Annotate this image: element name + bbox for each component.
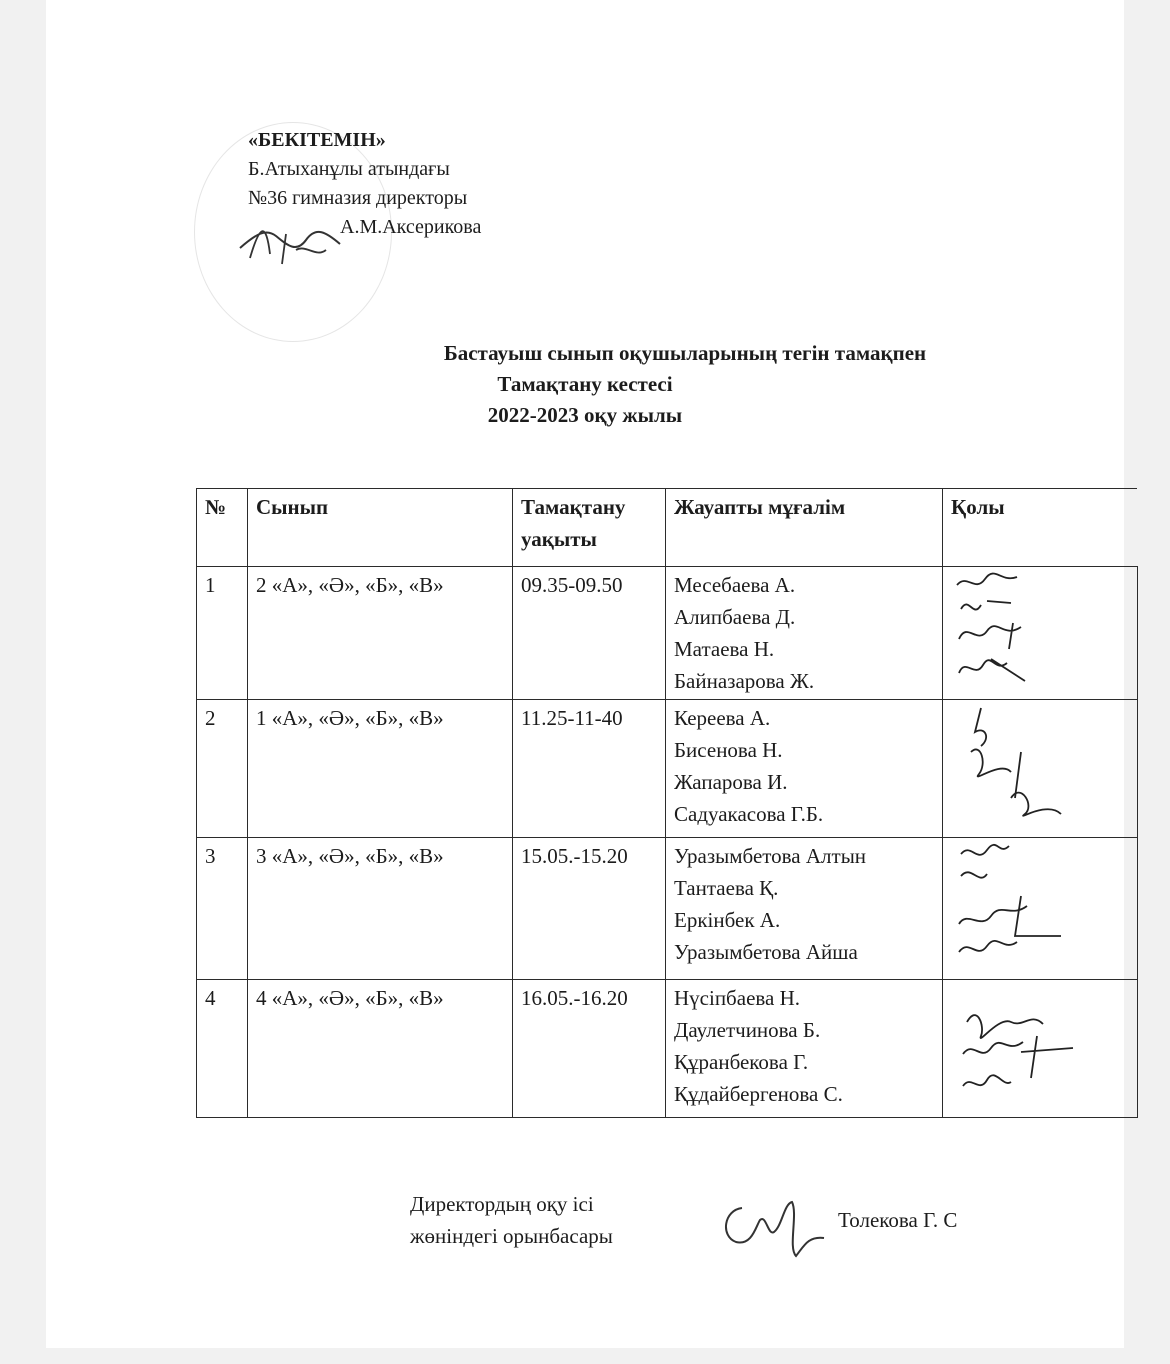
row-signatures bbox=[943, 838, 1138, 980]
row-time: 11.25-11-40 bbox=[513, 700, 666, 838]
row-number: 3 bbox=[197, 838, 248, 980]
row-teachers bbox=[666, 567, 943, 700]
teacher-name: Садуакасова Г.Б. bbox=[674, 802, 824, 826]
row-teachers bbox=[666, 838, 943, 980]
header-number: № bbox=[197, 489, 248, 567]
row-time: 16.05.-16.20 bbox=[513, 980, 666, 1118]
teacher-name: Даулетчинова Б. bbox=[674, 1018, 821, 1042]
approval-line-1: Б.Атыханұлы атындағы bbox=[248, 158, 450, 180]
table-row bbox=[197, 980, 1138, 1118]
row-class: 1 «А», «Ә», «Б», «В» bbox=[248, 700, 513, 838]
director-signature bbox=[236, 214, 346, 270]
table-row bbox=[197, 838, 1138, 980]
teacher-name: Құранбекова Г. bbox=[674, 1050, 809, 1074]
teacher-name: Нүсіпбаева Н. bbox=[674, 986, 801, 1010]
row-number: 4 bbox=[197, 980, 248, 1118]
table-row bbox=[197, 567, 1138, 700]
row-time: 09.35-09.50 bbox=[513, 567, 666, 700]
teacher-name: Месебаева А. bbox=[674, 573, 796, 597]
teacher-name: Алипбаева Д. bbox=[674, 605, 796, 629]
header-time: Тамақтану уақыты bbox=[513, 489, 666, 567]
row-class: 4 «А», «Ә», «Б», «В» bbox=[248, 980, 513, 1118]
row-signatures bbox=[943, 567, 1138, 700]
signature-group-icon bbox=[951, 982, 1081, 1106]
row-number: 2 bbox=[197, 700, 248, 838]
row-time: 15.05.-15.20 bbox=[513, 838, 666, 980]
teacher-name: Уразымбетова Айша bbox=[674, 940, 858, 964]
title-line-1: Бастауыш сынып оқушыларының тегін тамақпен bbox=[443, 341, 927, 365]
deputy-signature bbox=[712, 1196, 830, 1272]
title-line-2: Тамақтану кестесі bbox=[497, 372, 673, 396]
director-name: А.М.Аксерикова bbox=[340, 216, 482, 238]
schedule-table bbox=[196, 488, 1138, 1118]
row-teachers bbox=[666, 980, 943, 1118]
footer-position-line-2: жөніндегі орынбасары bbox=[410, 1224, 613, 1248]
teacher-name: Матаева Н. bbox=[674, 637, 775, 661]
row-signatures bbox=[943, 700, 1138, 838]
header-teacher: Жауапты мұғалім bbox=[666, 489, 943, 567]
table-header-row bbox=[197, 489, 1138, 567]
approval-line-2: №36 гимназия директоры bbox=[248, 187, 468, 209]
footer-position bbox=[410, 1188, 613, 1252]
table-row bbox=[197, 700, 1138, 838]
title-line-3: 2022-2023 оқу жылы bbox=[487, 403, 683, 427]
document-title bbox=[0, 338, 1170, 431]
deputy-name: Толекова Г. С bbox=[838, 1208, 958, 1232]
signature-group-icon bbox=[951, 702, 1071, 826]
teacher-name: Байназарова Ж. bbox=[674, 669, 815, 693]
teacher-name: Уразымбетова Алтын bbox=[674, 844, 867, 868]
footer-position-line-1: Директордың оқу ісі bbox=[410, 1192, 594, 1216]
row-signatures bbox=[943, 980, 1138, 1118]
teacher-name: Тантаева Қ. bbox=[674, 876, 779, 900]
row-class: 3 «А», «Ә», «Б», «В» bbox=[248, 838, 513, 980]
row-teachers bbox=[666, 700, 943, 838]
row-class: 2 «А», «Ә», «Б», «В» bbox=[248, 567, 513, 700]
teacher-name: Құдайбергенова С. bbox=[674, 1082, 843, 1106]
row-number: 1 bbox=[197, 567, 248, 700]
signature-group-icon bbox=[951, 569, 1061, 687]
teacher-name: Бисенова Н. bbox=[674, 738, 783, 762]
header-class: Сынып bbox=[248, 489, 513, 567]
approval-heading: «БЕКІТЕМІН» bbox=[248, 129, 386, 151]
teacher-name: Кереева А. bbox=[674, 706, 771, 730]
signature-group-icon bbox=[951, 840, 1071, 968]
teacher-name: Еркінбек А. bbox=[674, 908, 781, 932]
teacher-name: Жапарова И. bbox=[674, 770, 788, 794]
header-signature: Қолы bbox=[943, 489, 1138, 567]
